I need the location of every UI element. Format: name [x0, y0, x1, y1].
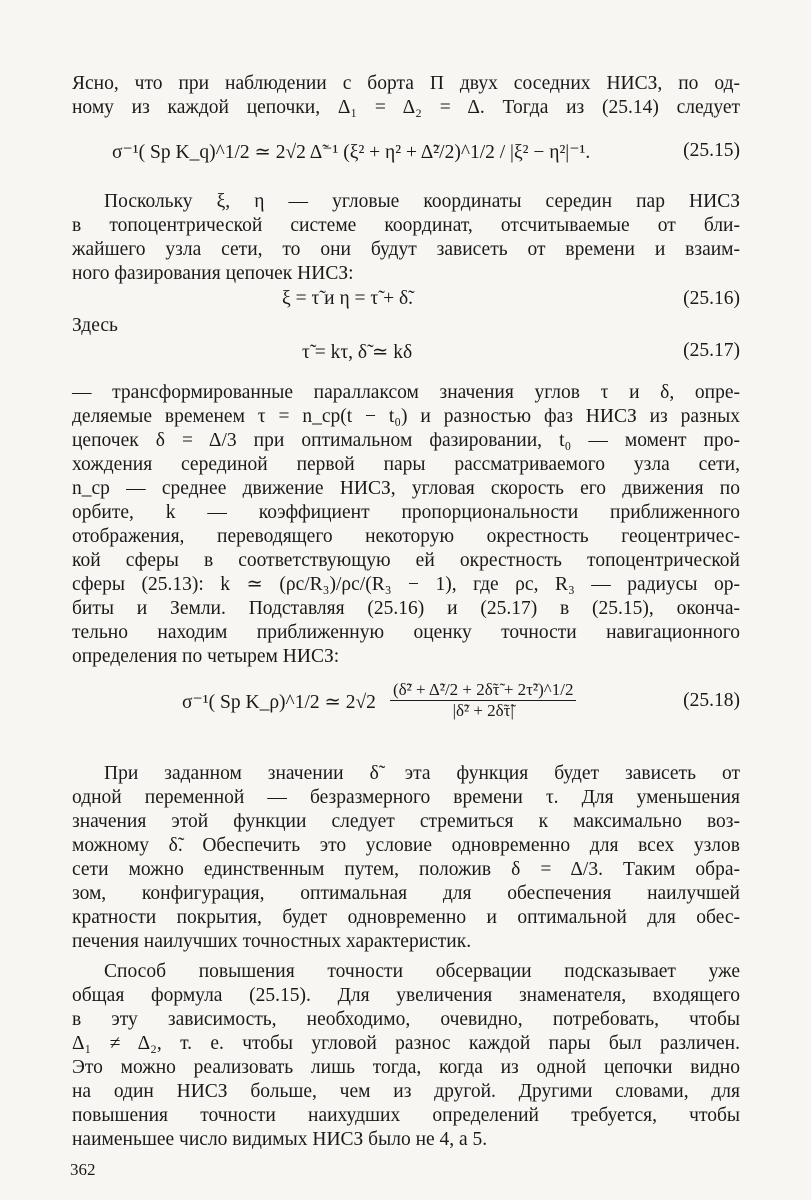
- text-line: — трансформированные параллаксом значения углов τ и δ, опре-: [72, 382, 740, 403]
- text-line: Здесь: [72, 315, 118, 336]
- equation-body: ξ = τ̃ и η = τ̃ + δ̃.: [282, 288, 414, 309]
- text-line: кратности покрытия, будет одновременно и оптимальной для обес-: [72, 907, 740, 928]
- equation-25-18: [72, 680, 740, 740]
- text-line: печения наилучших точностных характеристик.: [72, 931, 472, 952]
- equation-body: τ̃ = kτ, δ̃ ≃ kδ: [302, 342, 413, 363]
- fraction-denominator: |δ̃² + 2δ̃τ̃|: [390, 700, 576, 721]
- text-line: биты и Земли. Подставляя (25.16) и (25.17) в (25.15), оконча-: [72, 598, 740, 619]
- text-line: отображения, переводящего некоторую окрестность геоцентричес-: [72, 526, 740, 547]
- text-line: Поскольку ξ, η — угловые координаты середин пар НИСЗ: [104, 191, 740, 212]
- text-line: сети можно единственным путем, положив δ = Δ/3. Таким обра-: [72, 859, 740, 880]
- text-line: тельно находим приближенную оценку точности навигационного: [72, 622, 740, 643]
- fraction-numerator: (δ̃² + Δ̃²/2 + 2δ̃τ̃ + 2τ̃²)^1/2: [393, 680, 574, 699]
- text-line: Ясно, что при наблюдении с борта П двух соседних НИСЗ, по од-: [72, 73, 740, 94]
- text-line: в топоцентрической системе координат, отсчитываемые от бли-: [72, 215, 740, 236]
- text-line: зом, конфигурация, оптимальная для обеспечения наилучшей: [72, 883, 740, 904]
- text-line: сферы (25.13): k ≃ (ρc/R₃)/ρc/(R₃ − 1), где ρc, R₃ — радиусы ор-: [72, 574, 740, 595]
- equation-number: (25.18): [683, 690, 740, 711]
- text-line: Δ₁ ≠ Δ₂, т. е. чтобы угловой разнос каждой пары был различен.: [72, 1033, 740, 1054]
- text-line: общая формула (25.15). Для увеличения знаменателя, входящего: [72, 985, 740, 1006]
- text-line: деляемые временем τ = n_ср(t − t₀) и разностью фаз НИСЗ из разных: [72, 406, 740, 427]
- equation-fraction: [390, 680, 576, 721]
- equation-number: (25.15): [683, 140, 740, 161]
- text-line: n_ср — среднее движение НИСЗ, угловая скорость его движения по: [72, 478, 740, 499]
- page-number: 362: [70, 1160, 96, 1179]
- text-line: на один НИСЗ больше, чем из другой. Другими словами, для: [72, 1081, 740, 1102]
- text-line: Способ повышения точности обсервации подсказывает уже: [104, 961, 740, 982]
- text-line: орбите, k — коэффициент пропорциональности приближенного: [72, 502, 740, 523]
- equation-body: σ⁻¹( Sp K_q)^1/2 ≃ 2√2 Δ̃⁻¹ (ξ² + η² + Δ̃²/2)^1/2 / |ξ² − η²|⁻¹.: [112, 142, 591, 163]
- text-line: значения этой функции следует стремиться к максимально воз-: [72, 811, 740, 832]
- text-line: наименьшее число видимых НИСЗ было не 4, а 5.: [72, 1129, 488, 1150]
- text-line: повышения точности наихудших определений требуется, чтобы: [72, 1105, 740, 1126]
- text-line: ному из каждой цепочки, Δ₁ = Δ₂ = Δ. Тогда из (25.14) следует: [72, 97, 740, 118]
- equation-25-17: [72, 340, 740, 380]
- text-line: цепочек δ = Δ/3 при оптимальном фазировании, t₀ — момент про-: [72, 430, 740, 451]
- text-line: хождения серединой первой пары рассматриваемого узла сети,: [72, 454, 740, 475]
- equation-25-15: [72, 140, 740, 180]
- equation-lhs: σ⁻¹( Sp K_ρ)^1/2 ≃ 2√2: [182, 692, 376, 713]
- text-line: одной переменной — безразмерного времени τ. Для уменьшения: [72, 787, 740, 808]
- text-line: можному δ̃. Обеспечить это условие одновременно для всех узлов: [72, 835, 740, 856]
- text-line: При заданном значении δ̃ эта функция будет зависеть от: [104, 763, 740, 784]
- text-line: ного фазирования цепочек НИСЗ:: [72, 263, 354, 284]
- text-line: определения по четырем НИСЗ:: [72, 646, 340, 667]
- text-line: жайшего узла сети, то они будут зависеть от времени и взаим-: [72, 239, 740, 260]
- text-line: Это можно реализовать лишь тогда, когда из одной цепочки видно: [72, 1057, 740, 1078]
- equation-number: (25.16): [683, 288, 740, 309]
- text-line: кой сферы в соответствующую ей окрестность топоцентрической: [72, 550, 740, 571]
- equation-number: (25.17): [683, 340, 740, 361]
- text-line: в эту зависимость, необходимо, очевидно, потребовать, чтобы: [72, 1009, 740, 1030]
